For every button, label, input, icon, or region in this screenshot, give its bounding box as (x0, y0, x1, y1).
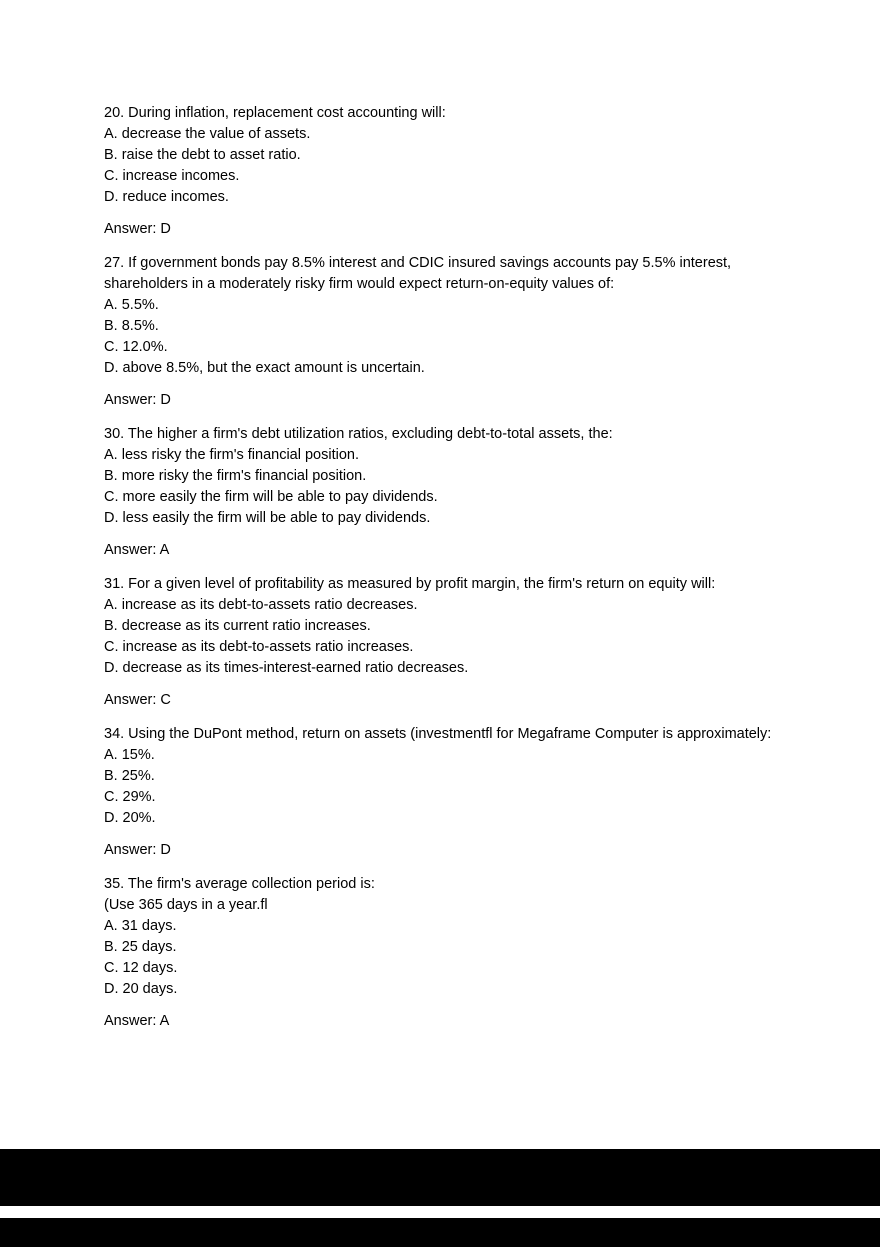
question-block-34 (104, 724, 810, 861)
question-option-b: B. more risky the firm's financial position. (104, 468, 367, 484)
answer-line: Answer: C (104, 692, 171, 708)
question-option-c: C. 12 days. (104, 960, 178, 976)
question-option-b: B. raise the debt to asset ratio. (104, 147, 301, 163)
question-stem: 20. During inflation, replacement cost accounting will: (104, 105, 446, 121)
answer-line: Answer: A (104, 1013, 170, 1029)
answer-line: Answer: A (104, 542, 170, 558)
footer-redaction-bar-top (0, 1149, 880, 1206)
question-option-a: A. increase as its debt-to-assets ratio decreases. (104, 597, 418, 613)
question-option-c: C. 29%. (104, 789, 156, 805)
question-option-b: B. 25%. (104, 768, 155, 784)
answer-line: Answer: D (104, 392, 171, 408)
question-option-d: D. less easily the firm will be able to pay dividends. (104, 510, 431, 526)
question-option-c: C. more easily the firm will be able to pay dividends. (104, 489, 438, 505)
question-option-b: B. 25 days. (104, 939, 177, 955)
question-stem: 34. Using the DuPont method, return on assets (investmentfl for Megaframe Computer is approximately: (104, 726, 772, 742)
question-block-35 (104, 874, 810, 1032)
question-option-c: C. increase incomes. (104, 168, 240, 184)
question-option-a: A. 15%. (104, 747, 155, 763)
question-option-a: A. 31 days. (104, 918, 177, 934)
document-content (104, 103, 810, 1045)
question-option-a: A. 5.5%. (104, 297, 159, 313)
question-block-30 (104, 424, 810, 561)
question-option-a: A. less risky the firm's financial position. (104, 447, 359, 463)
answer-line: Answer: D (104, 842, 171, 858)
question-stem: 30. The higher a firm's debt utilization ratios, excluding debt-to-total assets, the: (104, 426, 613, 442)
question-option-d: D. reduce incomes. (104, 189, 229, 205)
question-block-20 (104, 103, 810, 240)
question-option-a: A. decrease the value of assets. (104, 126, 311, 142)
question-option-d: D. above 8.5%, but the exact amount is uncertain. (104, 360, 425, 376)
question-stem: 31. For a given level of profitability as measured by profit margin, the firm's return on equity will: (104, 576, 716, 592)
question-stem-continued: shareholders in a moderately risky firm would expect return-on-equity values of: (104, 276, 615, 292)
question-stem: 35. The firm's average collection period is: (104, 876, 375, 892)
question-block-31 (104, 574, 810, 711)
question-stem: 27. If government bonds pay 8.5% interest and CDIC insured savings accounts pay 5.5% interest, (104, 255, 732, 271)
question-option-d: D. 20 days. (104, 981, 178, 997)
question-option-c: C. increase as its debt-to-assets ratio increases. (104, 639, 414, 655)
question-block-27 (104, 253, 810, 411)
question-option-b: B. decrease as its current ratio increases. (104, 618, 371, 634)
question-stem-continued: (Use 365 days in a year.fl (104, 897, 268, 913)
question-option-b: B. 8.5%. (104, 318, 159, 334)
answer-line: Answer: D (104, 221, 171, 237)
footer-white-gap (0, 1206, 880, 1218)
footer-redaction-bar-bottom (0, 1218, 880, 1247)
question-option-d: D. 20%. (104, 810, 156, 826)
question-option-c: C. 12.0%. (104, 339, 168, 355)
question-option-d: D. decrease as its times-interest-earned ratio decreases. (104, 660, 469, 676)
